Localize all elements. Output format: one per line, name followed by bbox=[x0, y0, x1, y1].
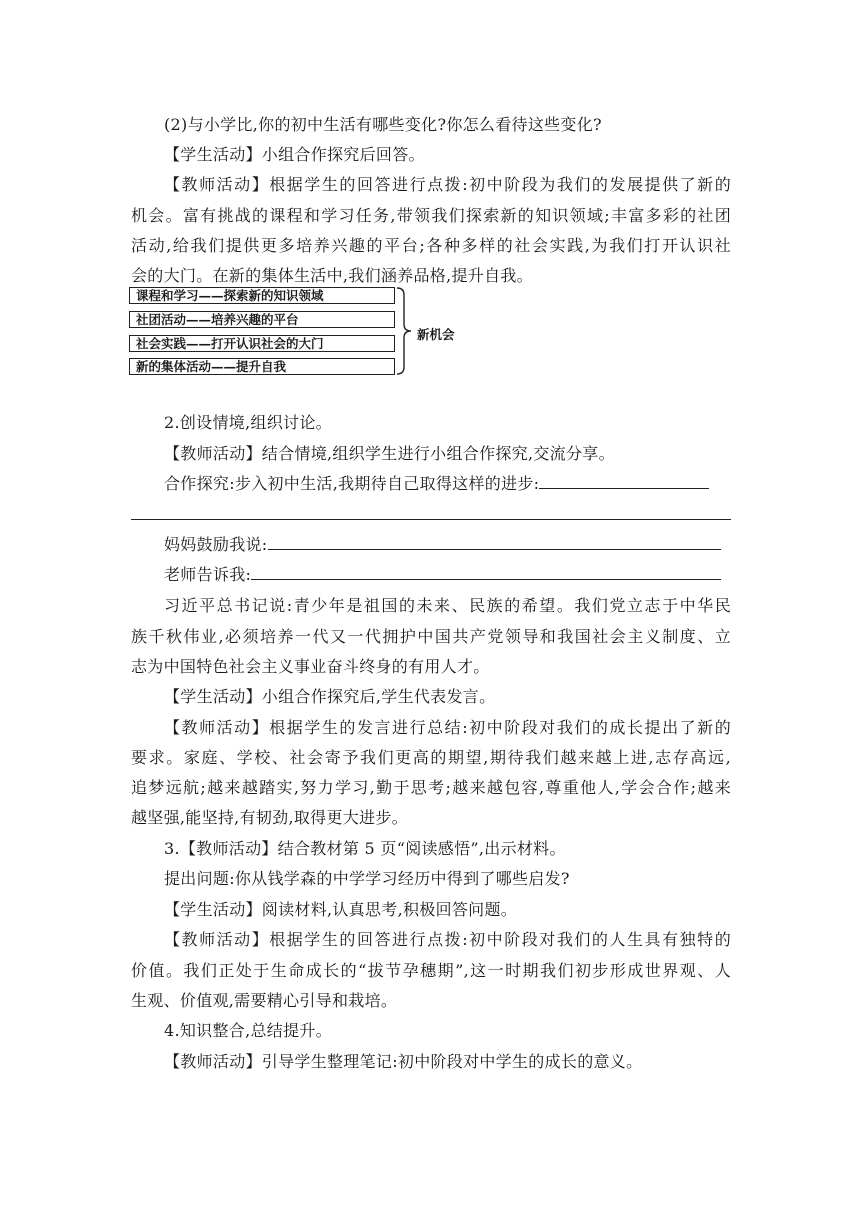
student-activity: 【学生活动】阅读材料,认真思考,积极回答问题。 bbox=[164, 900, 518, 919]
answer-blank bbox=[251, 565, 721, 580]
paragraph-line: 价值。我们正处于生命成长的“拔节孕穗期”,这一时期我们初步形成世界观、人 bbox=[131, 961, 731, 980]
paragraph-line: 志为中国特色社会主义事业奋斗终身的有用人才。 bbox=[131, 657, 490, 676]
paragraph-line: 生观、价值观,需要精心引导和栽培。 bbox=[131, 991, 398, 1010]
paragraph-line: 要求。家庭、学校、社会寄予我们更高的期望,期待我们越来越上进,志存高远, bbox=[131, 748, 731, 767]
quote-paragraph: 习近平总书记说:青少年是祖国的未来、民族的希望。我们党立志于中华民 bbox=[164, 596, 731, 615]
teacher-activity: 【教师活动】结合情境,组织学生进行小组合作探究,交流分享。 bbox=[164, 444, 615, 463]
teacher-activity: 【教师活动】引导学生整理笔记:初中阶段对中学生的成长的意义。 bbox=[164, 1052, 643, 1071]
section-3-heading: 3.【教师活动】结合教材第 5 页“阅读感悟”,出示材料。 bbox=[164, 839, 566, 858]
paragraph-line: 族千秋伟业,必须培养一代又一代拥护中国共产党领导和我国社会主义制度、立 bbox=[131, 627, 731, 646]
student-activity: 【学生活动】小组合作探究后回答。 bbox=[164, 145, 425, 164]
diagram-item: 社团活动——培养兴趣的平台 bbox=[129, 311, 395, 328]
teacher-prompt: 老师告诉我: bbox=[164, 565, 731, 585]
teacher-activity: 【教师活动】根据学生的回答进行点拨:初中阶段为我们的发展提供了新的 bbox=[164, 175, 731, 194]
cooperative-inquiry-prompt: 合作探究:步入初中生活,我期待自己取得这样的进步: bbox=[164, 474, 731, 494]
answer-rule bbox=[131, 519, 731, 520]
paragraph-line: 越坚强,能坚持,有韧劲,取得更大进步。 bbox=[131, 808, 408, 827]
paragraph-line: 机会。富有挑战的课程和学习任务,带领我们探索新的知识领域;丰富多彩的社团 bbox=[131, 206, 731, 225]
answer-blank bbox=[268, 535, 721, 550]
diagram-item: 社会实践——打开认识社会的大门 bbox=[129, 335, 395, 352]
diagram-item: 新的集体活动——提升自我 bbox=[129, 358, 395, 375]
teacher-activity: 【教师活动】根据学生的回答进行点拨:初中阶段对我们的人生具有独特的 bbox=[164, 930, 731, 949]
student-activity: 【学生活动】小组合作探究后,学生代表发言。 bbox=[164, 687, 496, 706]
question-2: (2)与小学比,你的初中生活有哪些变化?你怎么看待这些变化? bbox=[164, 115, 602, 134]
new-opportunities-diagram bbox=[129, 287, 469, 377]
section-2-heading: 2.创设情境,组织讨论。 bbox=[164, 413, 332, 432]
section-4-heading: 4.知识整合,总结提升。 bbox=[164, 1021, 332, 1040]
diagram-item: 课程和学习——探索新的知识领域 bbox=[129, 287, 395, 304]
paragraph-line: 会的大门。在新的集体生活中,我们涵养品格,提升自我。 bbox=[131, 266, 533, 285]
mom-prompt: 妈妈鼓励我说: bbox=[164, 535, 731, 555]
answer-blank bbox=[539, 474, 709, 489]
teacher-activity: 【教师活动】根据学生的发言进行总结:初中阶段对我们的成长提出了新的 bbox=[164, 718, 731, 737]
right-brace-icon bbox=[395, 287, 417, 377]
question-line: 提出问题:你从钱学森的中学学习经历中得到了哪些启发? bbox=[164, 869, 570, 888]
diagram-label: 新机会 bbox=[417, 327, 455, 342]
paragraph-line: 活动,给我们提供更多培养兴趣的平台;各种多样的社会实践,为我们打开认识社 bbox=[131, 236, 731, 255]
paragraph-line: 追梦远航;越来越踏实,努力学习,勤于思考;越来越包容,尊重他人,学会合作;越来 bbox=[131, 778, 731, 797]
